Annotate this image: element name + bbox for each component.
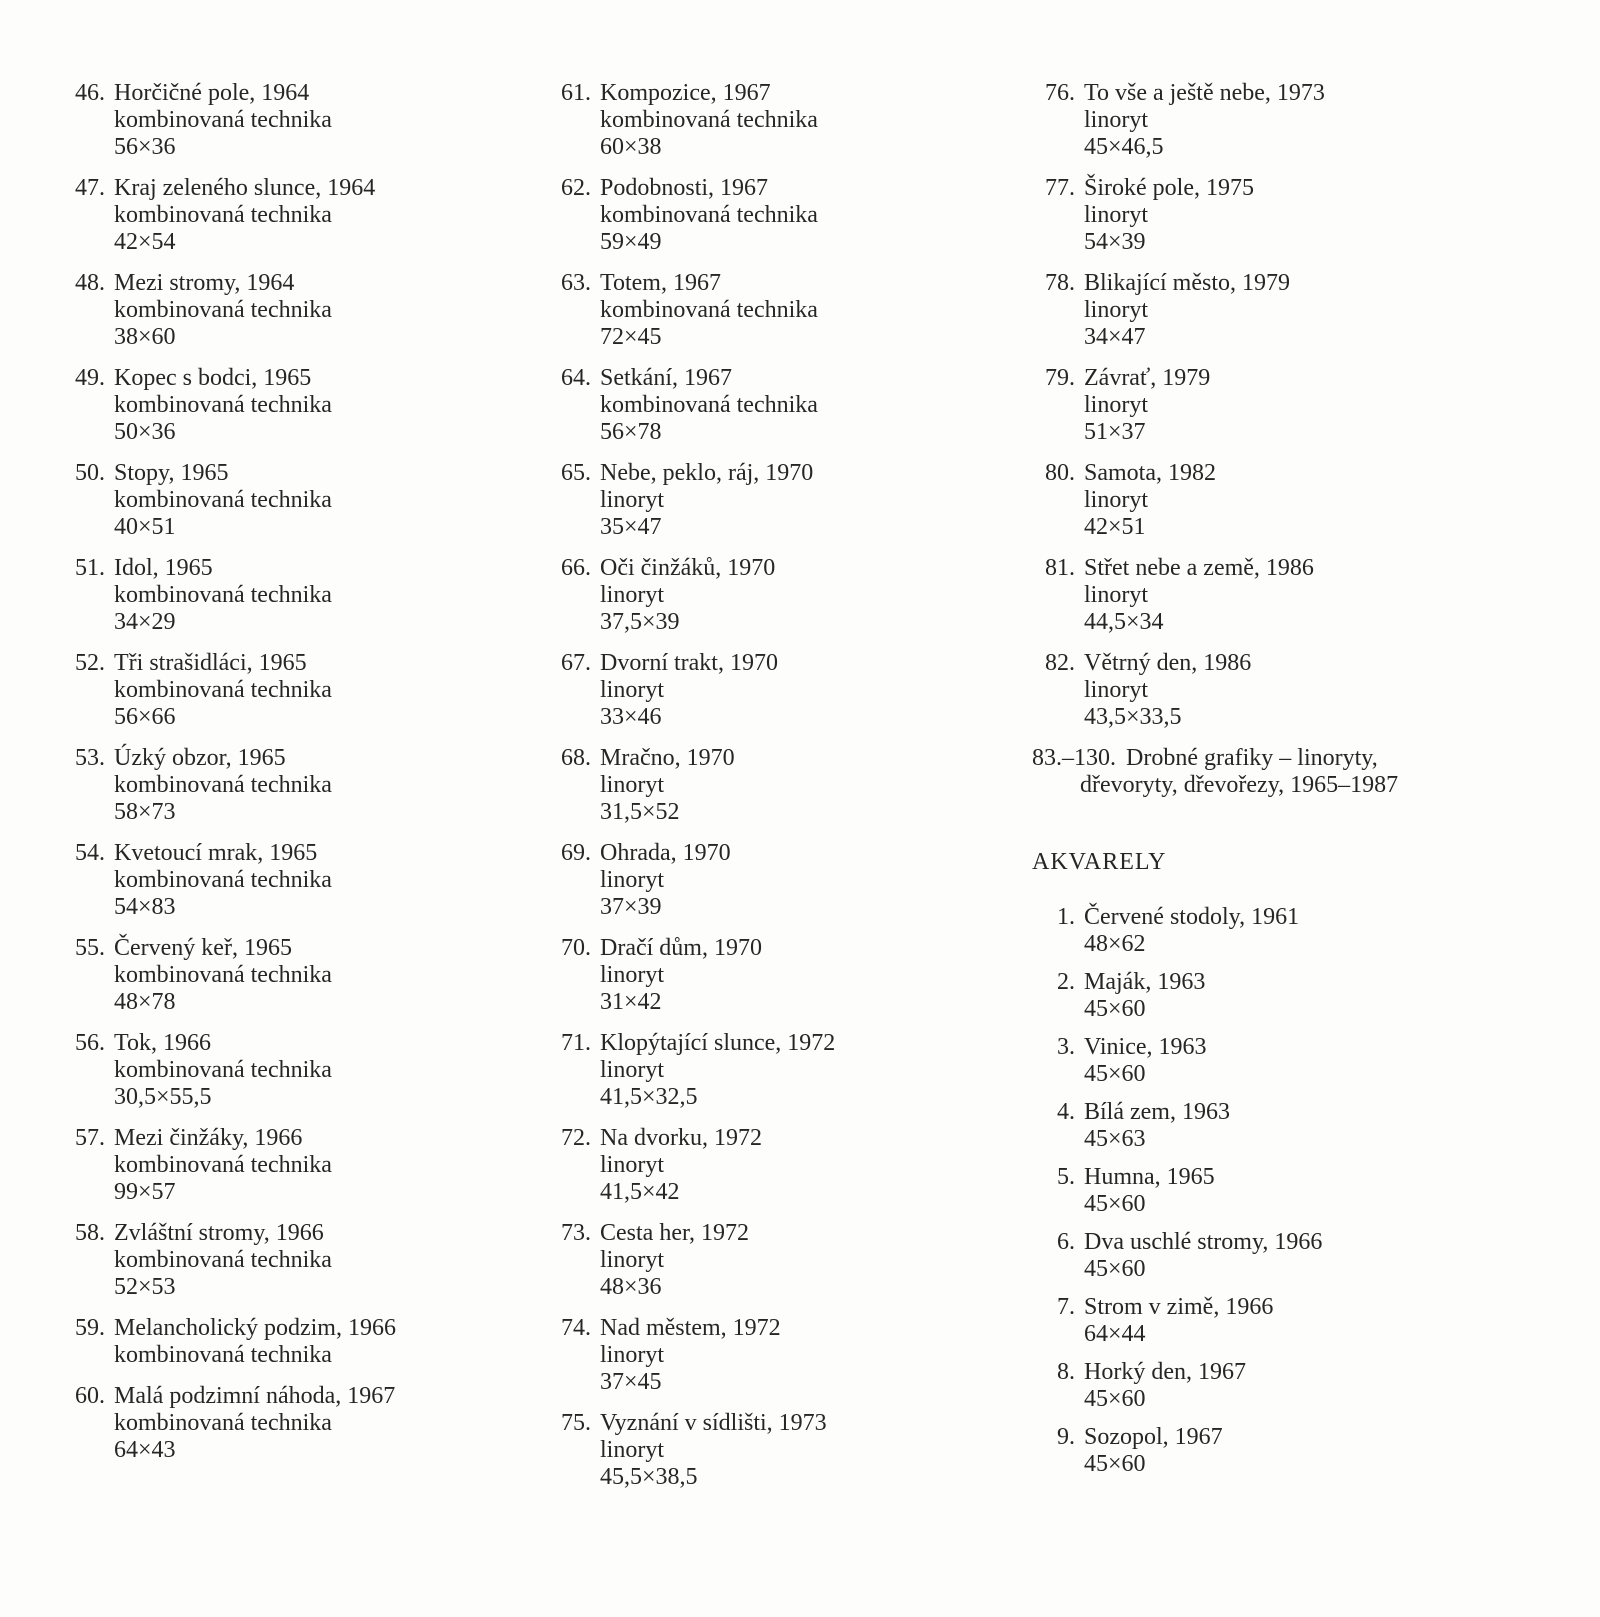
entry-title: Střet nebe a země, 1986 [1084,555,1314,581]
entry-number: 7. [1057,1294,1075,1320]
entry-number: 69. [561,840,591,866]
catalog-entry [548,935,1018,1016]
catalog-entry [1032,80,1552,161]
entry-dimensions: 38×60 [114,324,176,350]
entry-dimensions: 56×36 [114,134,176,160]
entry-number: 58. [75,1220,105,1246]
entry-medium: linoryt [1084,677,1148,703]
entry-title: Samota, 1982 [1084,460,1216,486]
entry-dimensions: 45×63 [1084,1126,1146,1152]
entry-title: Dračí dům, 1970 [600,935,762,961]
entry-title: Melancholický podzim, 1966 [114,1315,396,1341]
catalog-entry [548,175,1018,256]
catalog-entry [62,1383,522,1464]
entry-medium: kombinovaná technika [114,1342,332,1368]
catalog-entry [1032,1294,1552,1348]
catalog-entry [548,365,1018,446]
entry-title: Červené stodoly, 1961 [1084,904,1300,930]
entry-title: Zvláštní stromy, 1966 [114,1220,324,1246]
entry-title: Podobnosti, 1967 [600,175,769,201]
catalog-entry [62,1030,522,1111]
entry-dimensions: 45×46,5 [1084,134,1164,160]
entry-number: 9. [1057,1424,1075,1450]
entry-dimensions: 44,5×34 [1084,609,1164,635]
entry-medium: linoryt [1084,202,1148,228]
catalog-range-entry [1032,745,1552,799]
entry-number: 46. [75,80,105,106]
entry-title: Strom v zimě, 1966 [1084,1294,1274,1320]
entry-dimensions: 52×53 [114,1274,176,1300]
entry-title: Tři strašidláci, 1965 [114,650,307,676]
entry-title: Kvetoucí mrak, 1965 [114,840,318,866]
entry-title: Kopec s bodci, 1965 [114,365,312,391]
entry-dimensions: 48×78 [114,989,176,1015]
entry-number: 81. [1045,555,1075,581]
entry-medium: kombinovaná technika [114,487,332,513]
entry-number: 72. [561,1125,591,1151]
catalog-entry [548,1410,1018,1491]
entry-medium: kombinovaná technika [114,582,332,608]
entry-number: 63. [561,270,591,296]
catalog-entry [1032,460,1552,541]
catalog-column-3 [1032,80,1552,1489]
entry-dimensions: 51×37 [1084,419,1146,445]
entry-dimensions: 45×60 [1084,1061,1146,1087]
catalog-entry [548,1220,1018,1301]
catalog-entries [1032,80,1552,731]
entry-number: 68. [561,745,591,771]
entry-dimensions: 56×78 [600,419,662,445]
entry-number: 75. [561,1410,591,1436]
entry-medium: linoryt [600,1057,664,1083]
entry-medium: kombinovaná technika [600,297,818,323]
entry-medium: kombinovaná technika [114,1247,332,1273]
entry-medium: linoryt [600,1342,664,1368]
entry-dimensions: 31×42 [600,989,662,1015]
entry-title: Malá podzimní náhoda, 1967 [114,1383,396,1409]
entry-title: Mezi činžáky, 1966 [114,1125,303,1151]
entry-dimensions: 33×46 [600,704,662,730]
entry-title: Úzký obzor, 1965 [114,745,286,771]
entry-dimensions: 40×51 [114,514,176,540]
entry-medium: kombinovaná technika [600,107,818,133]
entry-title: Dvorní trakt, 1970 [600,650,778,676]
entry-number: 59. [75,1315,105,1341]
entry-number: 61. [561,80,591,106]
catalog-column-2 [548,80,1018,1505]
entry-medium: kombinovaná technika [600,392,818,418]
entry-number: 50. [75,460,105,486]
entry-number: 78. [1045,270,1075,296]
entry-medium: linoryt [600,582,664,608]
entry-dimensions: 45×60 [1084,1256,1146,1282]
entry-title: Široké pole, 1975 [1084,175,1254,201]
range-entry-first-line [1032,745,1552,772]
entry-title: Na dvorku, 1972 [600,1125,762,1151]
entry-dimensions: 99×57 [114,1179,176,1205]
entry-dimensions: 37×39 [600,894,662,920]
entry-number: 3. [1057,1034,1075,1060]
catalog-column-1 [62,80,522,1478]
entry-number: 60. [75,1383,105,1409]
entry-dimensions: 48×62 [1084,931,1146,957]
section-heading-akvarely: AKVARELY [1032,849,1167,875]
entry-title: Vyznání v sídlišti, 1973 [600,1410,827,1436]
entry-title: Maják, 1963 [1084,969,1206,995]
entry-number: 6. [1057,1229,1075,1255]
catalog-entry [1032,270,1552,351]
entry-number: 79. [1045,365,1075,391]
entry-number: 82. [1045,650,1075,676]
entry-medium: linoryt [600,867,664,893]
entry-medium: linoryt [600,677,664,703]
entry-dimensions: 64×43 [114,1437,176,1463]
entry-number: 62. [561,175,591,201]
entry-title: Závrať, 1979 [1084,365,1211,391]
entry-number: 55. [75,935,105,961]
catalog-entry [548,555,1018,636]
entry-dimensions: 45×60 [1084,1191,1146,1217]
catalog-entry [62,935,522,1016]
catalog-entry [548,80,1018,161]
entry-title: To vše a ještě nebe, 1973 [1084,80,1325,106]
entry-number: 2. [1057,969,1075,995]
catalog-entry [548,460,1018,541]
catalog-entry [62,555,522,636]
catalog-entry [62,745,522,826]
catalog-entry [548,745,1018,826]
entry-dimensions: 72×45 [600,324,662,350]
entry-medium: linoryt [600,772,664,798]
range-entry-number: 83.–130. [1032,745,1116,771]
catalog-entry [1032,555,1552,636]
catalog-entry [1032,1359,1552,1413]
akvarely-list [1032,904,1552,1478]
entry-title: Idol, 1965 [114,555,213,581]
entry-medium: kombinovaná technika [114,107,332,133]
entry-number: 8. [1057,1359,1075,1385]
entry-medium: linoryt [1084,582,1148,608]
entry-title: Ohrada, 1970 [600,840,731,866]
catalog-entry [62,270,522,351]
entry-number: 76. [1045,80,1075,106]
entry-number: 77. [1045,175,1075,201]
entry-medium: linoryt [600,962,664,988]
entry-title: Stopy, 1965 [114,460,229,486]
entry-medium: kombinovaná technika [114,677,332,703]
entry-medium: kombinovaná technika [114,962,332,988]
entry-title: Setkání, 1967 [600,365,732,391]
catalog-entry [1032,1164,1552,1218]
entry-title: Cesta her, 1972 [600,1220,750,1246]
entry-title: Dva uschlé stromy, 1966 [1084,1229,1323,1255]
entry-title: Oči činžáků, 1970 [600,555,776,581]
entry-dimensions: 30,5×55,5 [114,1084,212,1110]
catalog-entry [1032,1099,1552,1153]
entry-dimensions: 48×36 [600,1274,662,1300]
entry-dimensions: 45×60 [1084,996,1146,1022]
catalog-entry [62,460,522,541]
entry-medium: linoryt [600,487,664,513]
entry-medium: linoryt [600,1152,664,1178]
entry-dimensions: 54×39 [1084,229,1146,255]
entry-title: Blikající město, 1979 [1084,270,1290,296]
entry-dimensions: 43,5×33,5 [1084,704,1182,730]
entry-number: 54. [75,840,105,866]
entry-medium: kombinovaná technika [114,772,332,798]
catalog-entry [62,1315,522,1369]
catalog-entry [548,650,1018,731]
entry-title: Nad městem, 1972 [600,1315,781,1341]
entry-number: 66. [561,555,591,581]
entry-number: 56. [75,1030,105,1056]
entry-medium: kombinovaná technika [114,392,332,418]
entry-dimensions: 42×51 [1084,514,1146,540]
entry-dimensions: 35×47 [600,514,662,540]
entry-medium: kombinovaná technika [600,202,818,228]
entry-medium: kombinovaná technika [114,867,332,893]
entry-number: 48. [75,270,105,296]
entry-medium: kombinovaná technika [114,297,332,323]
entry-dimensions: 45×60 [1084,1451,1146,1477]
catalog-entry [548,1315,1018,1396]
catalog-entry [62,1125,522,1206]
entry-number: 80. [1045,460,1075,486]
entry-number: 73. [561,1220,591,1246]
entry-title: Sozopol, 1967 [1084,1424,1223,1450]
entry-number: 49. [75,365,105,391]
entry-number: 52. [75,650,105,676]
entry-dimensions: 60×38 [600,134,662,160]
catalog-entry [1032,1424,1552,1478]
entry-number: 47. [75,175,105,201]
entry-dimensions: 37,5×39 [600,609,680,635]
entry-title: Horký den, 1967 [1084,1359,1246,1385]
entry-number: 74. [561,1315,591,1341]
catalog-entry [548,1030,1018,1111]
entry-medium: kombinovaná technika [114,1057,332,1083]
catalog-entry [62,1220,522,1301]
entry-title: Červený keř, 1965 [114,935,292,961]
entry-title: Vinice, 1963 [1084,1034,1207,1060]
akvarely-section [1032,849,1552,1478]
entry-medium: linoryt [1084,392,1148,418]
entry-dimensions: 45,5×38,5 [600,1464,698,1490]
catalog-entry [62,650,522,731]
entry-dimensions: 58×73 [114,799,176,825]
entry-medium: linoryt [1084,487,1148,513]
entry-dimensions: 42×54 [114,229,176,255]
catalog-entry [62,365,522,446]
entry-medium: kombinovaná technika [114,1152,332,1178]
catalog-entry [1032,969,1552,1023]
entry-number: 67. [561,650,591,676]
entry-dimensions: 41,5×42 [600,1179,680,1205]
catalog-entry [548,840,1018,921]
entry-title: Klopýtající slunce, 1972 [600,1030,836,1056]
entry-number: 70. [561,935,591,961]
catalog-entry [1032,904,1552,958]
catalog-entry [1032,650,1552,731]
entry-dimensions: 56×66 [114,704,176,730]
entry-title: Nebe, peklo, ráj, 1970 [600,460,814,486]
entry-dimensions: 34×29 [114,609,176,635]
catalog-entry [1032,365,1552,446]
entry-title: Tok, 1966 [114,1030,211,1056]
entry-title: Totem, 1967 [600,270,721,296]
entry-number: 5. [1057,1164,1075,1190]
catalog-entry [1032,1229,1552,1283]
entry-number: 71. [561,1030,591,1056]
catalog-entry [1032,175,1552,256]
entry-dimensions: 34×47 [1084,324,1146,350]
entry-dimensions: 64×44 [1084,1321,1146,1347]
entry-medium: kombinovaná technika [114,202,332,228]
entry-dimensions: 41,5×32,5 [600,1084,698,1110]
entry-dimensions: 37×45 [600,1369,662,1395]
entry-medium: linoryt [1084,297,1148,323]
entry-medium: linoryt [600,1247,664,1273]
entry-medium: linoryt [1084,107,1148,133]
entry-dimensions: 54×83 [114,894,176,920]
entry-medium: linoryt [600,1437,664,1463]
catalog-entry [548,270,1018,351]
entry-dimensions: 45×60 [1084,1386,1146,1412]
entry-title: Kompozice, 1967 [600,80,771,106]
entry-medium: kombinovaná technika [114,1410,332,1436]
entry-number: 1. [1057,904,1075,930]
entry-title: Mezi stromy, 1964 [114,270,295,296]
entry-number: 64. [561,365,591,391]
entry-number: 51. [75,555,105,581]
range-entry-continuation: dřevoryty, dřevořezy, 1965–1987 [1080,772,1399,798]
entry-dimensions: 50×36 [114,419,176,445]
entry-number: 57. [75,1125,105,1151]
entry-number: 4. [1057,1099,1075,1125]
entry-title: Větrný den, 1986 [1084,650,1252,676]
entry-title: Mračno, 1970 [600,745,735,771]
entry-title: Horčičné pole, 1964 [114,80,310,106]
entry-dimensions: 31,5×52 [600,799,680,825]
catalog-entry [1032,1034,1552,1088]
range-entry-title: Drobné grafiky – linoryty, [1126,745,1378,771]
catalog-entry [62,175,522,256]
entry-title: Humna, 1965 [1084,1164,1215,1190]
entry-title: Bílá zem, 1963 [1084,1099,1230,1125]
catalog-entry [62,80,522,161]
catalog-entry [548,1125,1018,1206]
entry-title: Kraj zeleného slunce, 1964 [114,175,376,201]
entry-number: 65. [561,460,591,486]
catalog-entry [62,840,522,921]
entry-number: 53. [75,745,105,771]
entry-dimensions: 59×49 [600,229,662,255]
